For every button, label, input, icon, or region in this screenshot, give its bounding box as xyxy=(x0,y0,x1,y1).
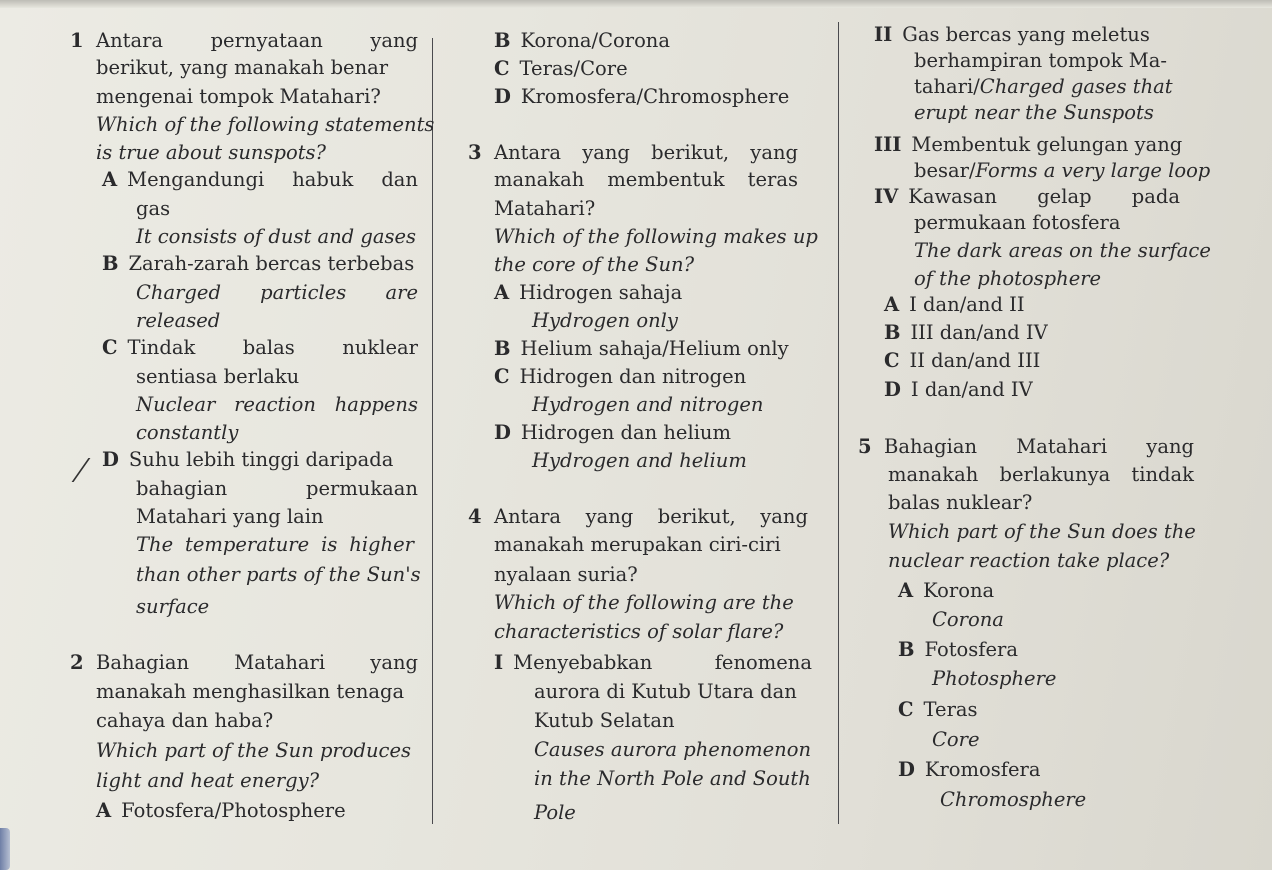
q1-option-c: C Tindak balas nuklear xyxy=(102,336,418,359)
q1-option-d: D Suhu lebih tinggi daripada xyxy=(102,448,394,471)
q1-option-a: A Mengandungi habuk dan xyxy=(102,168,418,191)
top-shadow-band xyxy=(0,0,1272,8)
q1-line-1: 1 Antara pernyataan yang xyxy=(70,29,418,52)
q1-line-3: mengenai tompok Matahari? xyxy=(96,85,381,108)
q2-option-a: A Fotosfera/Photosphere xyxy=(96,799,346,822)
q1-option-b: B Zarah-zarah bercas terbebas xyxy=(102,252,415,275)
column-divider-2 xyxy=(838,22,839,824)
column-divider-1 xyxy=(432,38,433,824)
page-edge-mark xyxy=(0,828,10,870)
q1-number: 1 xyxy=(70,29,84,52)
q1-en-line-2: is true about sunspots? xyxy=(96,141,326,164)
q1-en-line-1: Which of the following statements xyxy=(96,113,435,136)
worksheet-page: 1 Antara pernyataan yang berikut, yang manakah benar mengenai tompok Matahari? Which of the following statements is true about sunspots? A Mengandungi habuk dan gas It consists of dust and gases B Zarah-zarah bercas terbebas Charged particles are released C Tindak balas nuklear sentiasa berlaku Nuclear reaction happens constantly D Suhu lebih tinggi daripada bahagian permukaan Matahari yang lain The temperature is higher than other parts of the Sun's surface 2 Bahagian Matahari yang manakah menghasilkan tenaga cahaya dan haba? Which part of the Sun produces light and heat energy? A Fotosfera/Photosphere B Korona/Corona C Teras/Core D Kromosfera/Chromosphere 3 Antara yang berikut, yang manakah membentuk teras Matahari? Which of the following makes up the core of the Sun? A Hidrogen sahaja Hydrogen only B Helium sahaja/Helium only C Hidrogen dan nitrogen Hydrogen and nitrogen D Hidrogen dan helium Hydrogen and helium 4 Antara yang berikut, yang manakah merupakan ciri-ciri nyalaan suria? Which of the following are the characteristics of solar flare? I Menyebabkan fenomena aurora di Kutub Utara dan Kutub Selatan Causes aurora phenomenon in the North Pole and South Pole II Gas bercas yang meletus berhampiran tompok Ma- tahari/Charged gases that erupt near the Sunspots III Membentuk gelungan yang besar/Forms a very large loop IV Kawasan gelap pada permukaan fotosfera The dark areas on the surface of the photosphere A I dan/and II B III dan/and IV C II dan/and III D I dan/and IV 5 Bahagian Matahari yang manakah berlakunya tindak balas nuklear? Which part of the Sun does the nuclear reaction take place? A Korona Corona B Fotosfera Photosphere C Teras Core D Kromosfera Chromosphere xyxy=(0,0,1272,870)
q1-line-2: berikut, yang manakah benar xyxy=(96,56,389,79)
